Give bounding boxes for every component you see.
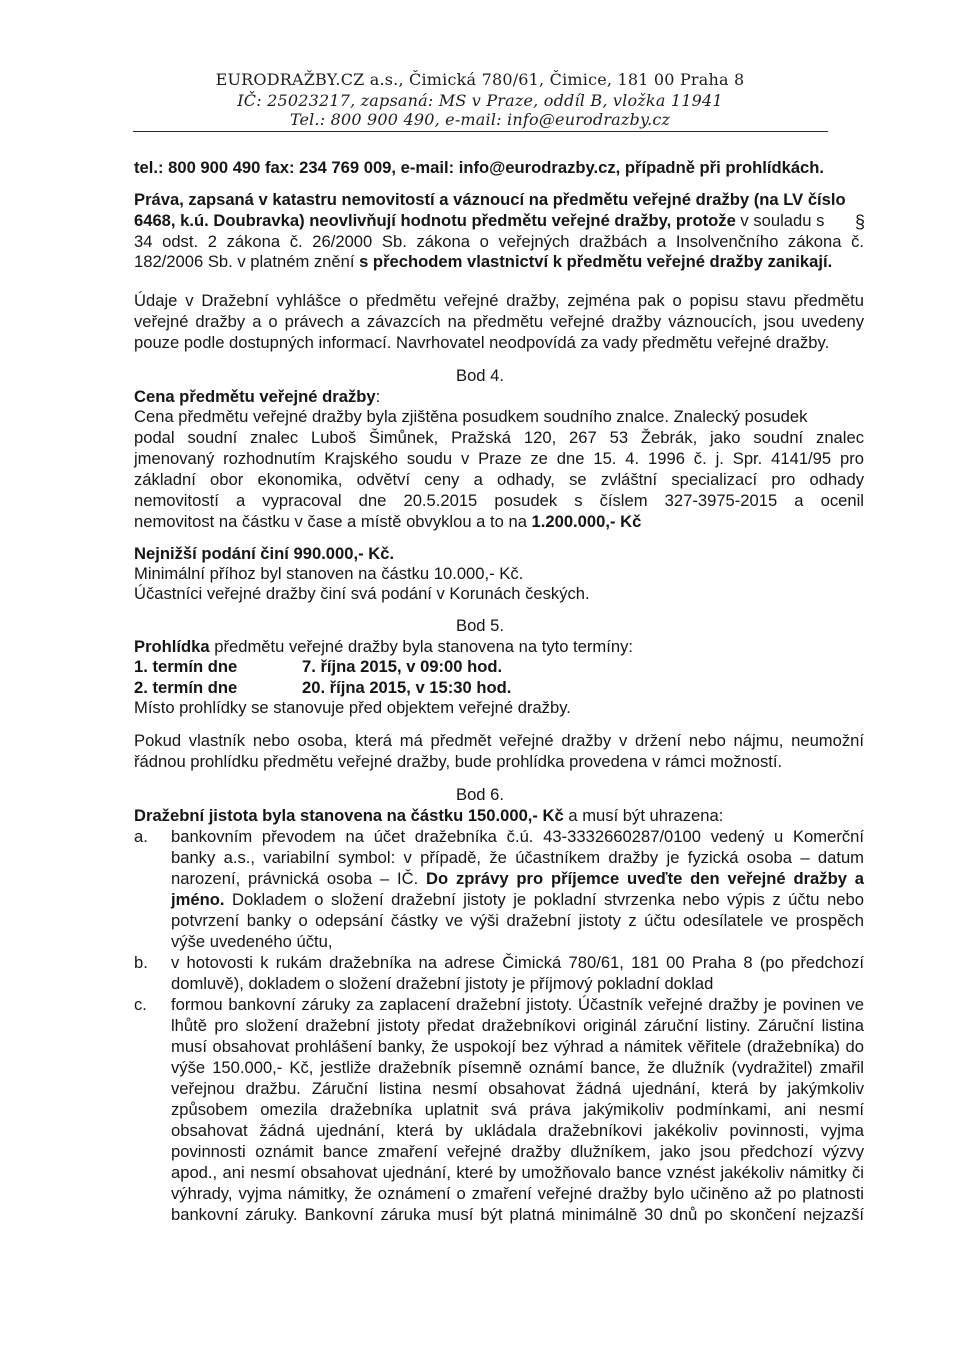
- item-c-line-2: lhůtě pro složení dražební jistoty předat dražebníkovi originál záruční listiny. Záruční listina: [171, 1016, 864, 1035]
- bod4-price: 1.200.000,- Kč: [531, 512, 642, 531]
- term-1-label: 1. termín dne: [134, 657, 238, 676]
- item-a-line-5: potvrzení banky o odepsání částky ve výši dražební jistoty z účtu odesílatele ve prospěch: [171, 911, 864, 930]
- bod5-intro-rest: předmětu veřejné dražby byla stanovena na tyto termíny:: [209, 637, 633, 656]
- item-c-line-8: povinnosti oznámit bance zmaření veřejné dražby dlužníkem, jako jsou předchozí výzvy: [171, 1142, 864, 1161]
- bod4-heading: Bod 4.: [456, 366, 504, 385]
- item-a-label: a.: [134, 827, 148, 846]
- currency-note: Účastníci veřejné dražby činí svá podání v Korunách českých.: [134, 584, 590, 603]
- disclaimer-line-3: pouze podle dostupných informací. Navrhovatel neodpovídá za vady předmětu veřejné dražby.: [134, 333, 830, 352]
- item-a-line-2: banky a.s., variabilní symbol: v případě, že účastníkem dražby je fyzická osoba – datum: [171, 848, 864, 867]
- lowest-bid: Nejnižší podání činí 990.000,- Kč.: [134, 544, 395, 563]
- bod4-line-5: nemovitostí a vypracoval dne 20.5.2015 posudek s číslem 327-3975-2015 a ocenil: [134, 491, 864, 510]
- bod4-line-6-text: nemovitost na částku v čase a místě obvyklou a to na: [134, 512, 532, 531]
- bod5-intro-bold: Prohlídka: [134, 637, 210, 656]
- rights-line-4-bold: s přechodem vlastnictví k předmětu veřejné dražby zanikají.: [359, 252, 833, 271]
- inspection-note-2: řádnou prohlídku předmětu veřejné dražby, bude prohlídka provedena v rámci možností.: [134, 752, 783, 771]
- section-sign: §: [855, 212, 866, 232]
- item-c-line-6: způsobem omezila dražebníka uplatnit svá práva jakýmikoliv podmínkami, ani nesmí: [171, 1100, 864, 1119]
- item-c-line-5: veřejnou dražbu. Záruční listina nesmí obsahovat žádná ujednání, která by jakýmkoliv: [171, 1079, 864, 1098]
- bod4-title-bold: Cena předmětu veřejné dražby: [134, 387, 376, 406]
- item-a-line-6: výše uvedeného účtu,: [171, 932, 333, 951]
- disclaimer-line-2: veřejné dražby a o právech a závazcích na předmětu veřejné dražby váznoucích, jsou uvedeny: [134, 312, 864, 331]
- rights-line-4-text: 182/2006 Sb. v platném znění: [134, 252, 360, 271]
- letterhead-company: EURODRAŽBY.CZ a.s., Čimická 780/61, Čimice, 181 00 Praha 8: [215, 70, 745, 89]
- bod4-title-colon: :: [375, 387, 381, 406]
- item-c-line-7: obsahovat žádná ujednání, která by ukládala dražebníkovi jakékoliv povinnosti, vyjma: [171, 1121, 864, 1140]
- item-c-line-4: výše 150.000,- Kč, jestliže dražebník písemně oznámí bance, že dlužník (vydražitel) zmařil: [171, 1058, 864, 1077]
- bod6-intro-bold: Dražební jistota byla stanovena na částku 150.000,- Kč: [134, 806, 564, 825]
- bod4-line-6: [134, 512, 864, 531]
- item-a-line-1: bankovním převodem na účet dražebníka č.ú. 43-3332660287/0100 vedený u Komerční: [171, 827, 864, 846]
- item-c-label: c.: [134, 995, 147, 1014]
- item-c-line-9: apod., ani nesmí obsahovat ujednání, které by umožňovalo bance vznést jakékoliv námitky či: [171, 1163, 864, 1182]
- item-b-line-2: domluvě), dokladem o složení dražební jistoty je příjmový pokladní doklad: [171, 974, 714, 993]
- item-c-line-3: musí obsahovat prohlášení banky, že uspokojí bez výhrad a námitek věřitele (dražebníka) do: [171, 1037, 864, 1056]
- term-2-label: 2. termín dne: [134, 678, 238, 697]
- item-b-line-1: v hotovosti k rukám dražebníka na adrese Čimická 780/61, 181 00 Praha 8 (po předchozí: [171, 953, 864, 972]
- item-c-line-11: bankovní záruky. Bankovní záruka musí být platná minimálně 30 dnů po skončení nejzazší: [171, 1205, 864, 1224]
- bod6-intro-rest: a musí být uhrazena:: [563, 806, 724, 825]
- min-increment: Minimální příhoz byl stanoven na částku 10.000,- Kč.: [134, 564, 524, 583]
- inspection-note-1: Pokud vlastník nebo osoba, která má předmět veřejné dražby v držení nebo nájmu, neumožní: [134, 731, 864, 750]
- item-c-line-1: formou bankovní záruky za zaplacení dražební jistoty. Účastník veřejné dražby je povinen ve: [171, 995, 864, 1014]
- rights-line-2-tail: v souladu s: [740, 211, 825, 230]
- item-a-line-4: [171, 890, 864, 909]
- bod4-line-4: základní obor ekonomika, odvětví ceny a odhady, se zvláštní specializací pro odhady: [134, 470, 864, 489]
- bod4-line-1: Cena předmětu veřejné dražby byla zjištěna posudkem soudního znalce. Znalecký posudek: [134, 407, 808, 426]
- rights-line-2-bold: 6468, k.ú. Doubravka) neovlivňují hodnotu předmětu veřejné dražby, protože: [134, 211, 741, 230]
- rights-line-1: Práva, zapsaná v katastru nemovitostí a váznoucí na předmětu veřejné dražby (na LV číslo: [134, 190, 846, 209]
- item-a-line-4-bold: jméno.: [171, 890, 225, 909]
- rights-line-3: 34 odst. 2 zákona č. 26/2000 Sb. zákona o veřejných dražbách a Insolvenčního zákona č.: [134, 232, 864, 251]
- item-a-line-3-bold: Do zprávy pro příjemce uveďte den veřejné dražby a: [426, 869, 864, 888]
- item-b-label: b.: [134, 953, 148, 972]
- header-divider: [133, 131, 828, 132]
- rights-line-2: [134, 211, 854, 230]
- item-c-line-10: výhrady, vyjma námitky, že oznámení o zmaření veřejné dražby bylo učiněno až po platnosti: [171, 1184, 864, 1203]
- item-a-line-4-text: Dokladem o složení dražební jistoty je pokladní stvrzenka nebo výpis z účtu nebo: [224, 890, 864, 909]
- letterhead-registration: IČ: 25023217, zapsaná: MS v Praze, oddíl B, vložka 11941: [237, 91, 723, 110]
- bod5-intro: [134, 637, 864, 656]
- bod6-heading: Bod 6.: [456, 785, 504, 804]
- disclaimer-line-1: Údaje v Dražební vyhlášce o předmětu veřejné dražby, zejména pak o popisu stavu předmětu: [134, 291, 864, 310]
- bod4-title: [134, 387, 864, 406]
- item-a-line-3-text: narození, právnická osoba – IČ.: [171, 869, 427, 888]
- bod4-line-2: podal soudní znalec Luboš Šimůnek, Pražská 120, 267 53 Žebrák, jako soudní znalec: [134, 428, 864, 447]
- item-a-line-3: [171, 869, 864, 888]
- bod5-heading: Bod 5.: [456, 616, 504, 635]
- rights-line-4: [134, 252, 864, 271]
- inspection-place: Místo prohlídky se stanovuje před objektem veřejné dražby.: [134, 698, 571, 717]
- term-1-value: 7. října 2015, v 09:00 hod.: [302, 657, 503, 676]
- term-2-value: 20. října 2015, v 15:30 hod.: [302, 678, 512, 697]
- bod6-intro: [134, 806, 864, 825]
- letterhead-contact: Tel.: 800 900 490, e-mail: info@eurodrazby.cz: [289, 110, 671, 129]
- contact-line: tel.: 800 900 490 fax: 234 769 009, e-mail: info@eurodrazby.cz, případně při prohlídkách.: [134, 158, 825, 177]
- bod4-line-3: jmenovaný rozhodnutím Krajského soudu v Praze ze dne 15. 4. 1996 č. j. Spr. 4141/95 pro: [134, 449, 864, 468]
